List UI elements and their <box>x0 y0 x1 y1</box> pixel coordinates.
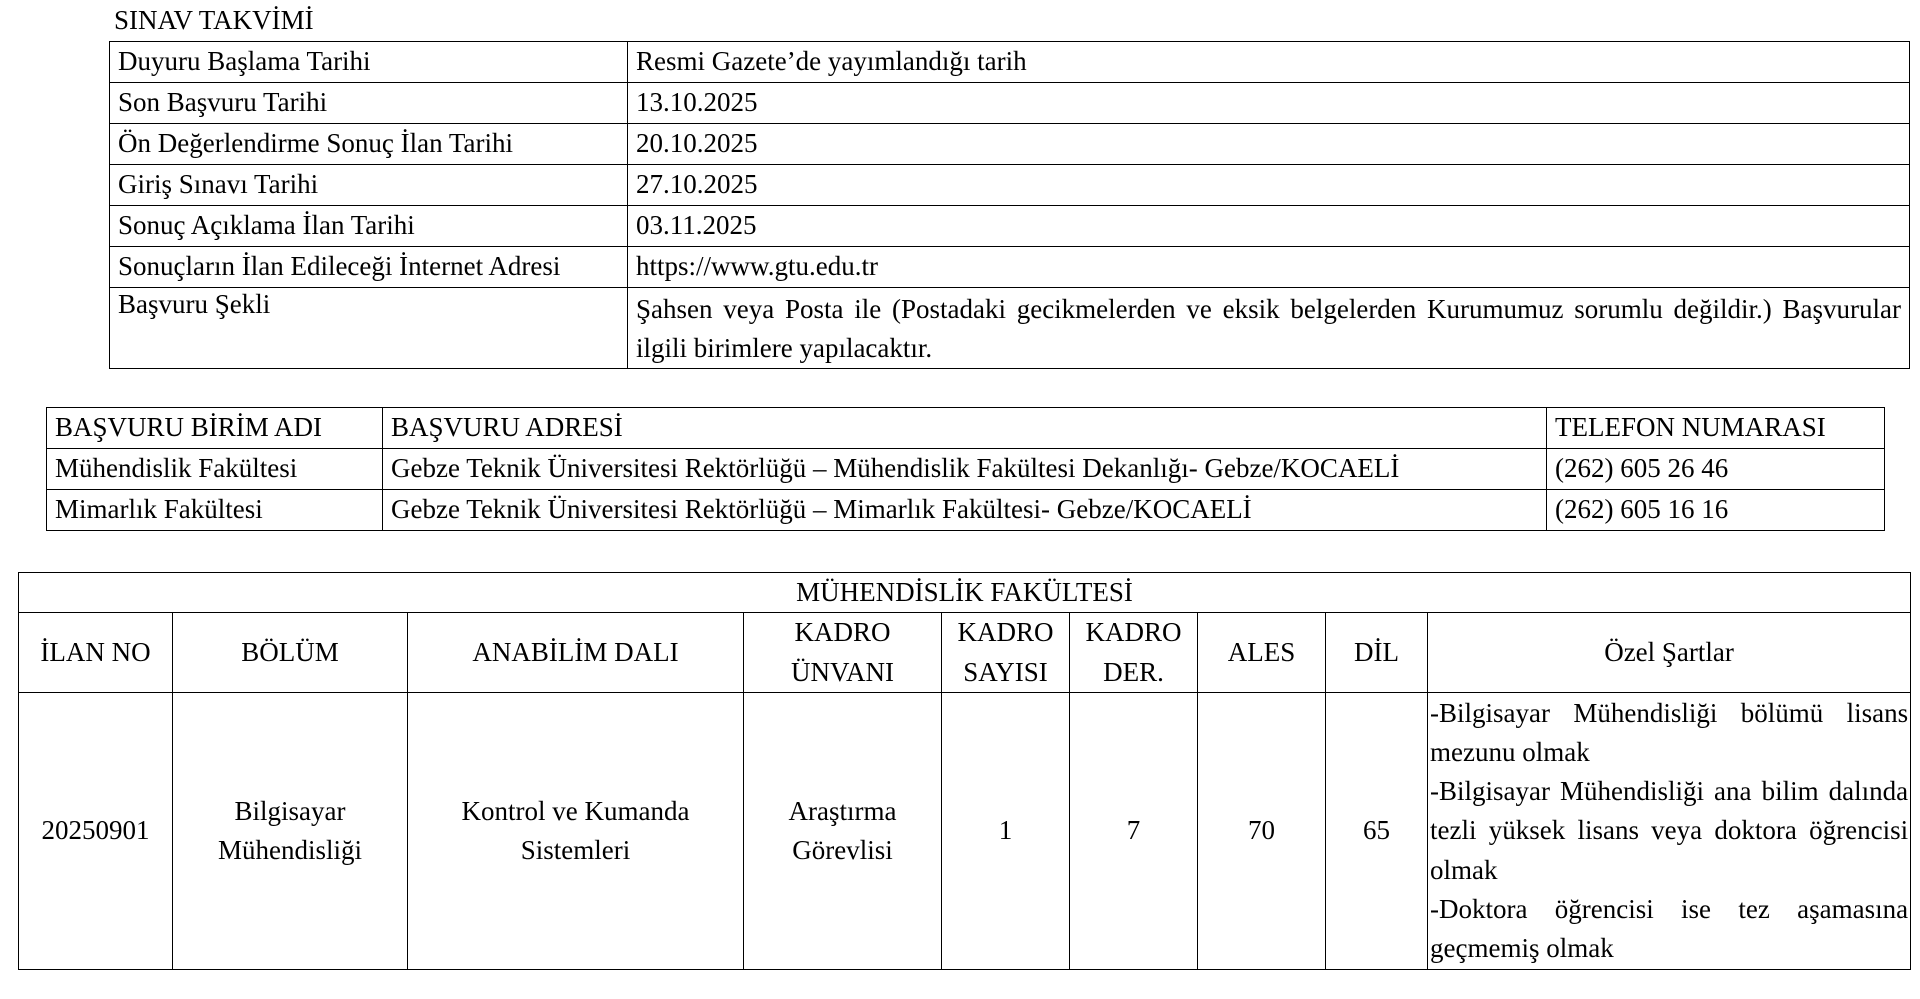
header-kadro-sayisi <box>942 613 1070 693</box>
calendar-label: Son Başvuru Tarihi <box>110 83 628 124</box>
calendar-title: SINAV TAKVİMİ <box>114 5 314 35</box>
header-kadro-der-line2: DER. <box>1103 656 1164 687</box>
calendar-label: Ön Değerlendirme Sonuç İlan Tarihi <box>110 124 628 165</box>
calendar-row <box>110 288 1910 369</box>
position-ales: 70 <box>1198 693 1326 970</box>
application-units-table <box>46 407 1885 531</box>
header-kadro-der <box>1070 613 1198 693</box>
faculty-title: MÜHENDİSLİK FAKÜLTESİ <box>19 573 1911 613</box>
position-kadro-der: 7 <box>1070 693 1198 970</box>
calendar-row <box>110 83 1910 124</box>
calendar-value: 13.10.2025 <box>628 83 1910 124</box>
position-conditions <box>1428 693 1911 970</box>
condition-item: -Doktora öğrencisi ise tez aşamasına geçmemiş olmak <box>1430 893 1909 963</box>
header-kadro-unvani <box>744 613 942 693</box>
calendar-row <box>110 42 1910 83</box>
calendar-label: Sonuç Açıklama İlan Tarihi <box>110 206 628 247</box>
positions-header-row <box>19 613 1911 693</box>
calendar-value: 27.10.2025 <box>628 165 1910 206</box>
header-kadro-sayisi-line1: KADRO <box>957 617 1054 648</box>
position-row <box>19 693 1911 970</box>
calendar-row <box>110 124 1910 165</box>
unit-address: Gebze Teknik Üniversitesi Rektörlüğü – Mühendislik Fakültesi Dekanlığı- Gebze/KOCAELİ <box>383 449 1547 490</box>
units-header-row <box>47 408 1885 449</box>
header-kadro-sayisi-line2: SAYISI <box>963 656 1048 687</box>
calendar-value: Resmi Gazete’de yayımlandığı tarih <box>628 42 1910 83</box>
position-dil: 65 <box>1326 693 1428 970</box>
calendar-label: Başvuru Şekli <box>110 288 628 369</box>
units-row <box>47 449 1885 490</box>
unit-address: Gebze Teknik Üniversitesi Rektörlüğü – Mimarlık Fakültesi- Gebze/KOCAELİ <box>383 490 1547 531</box>
position-kadro-unvani: Araştırma Görevlisi <box>744 693 942 970</box>
exam-calendar-table <box>109 41 1910 369</box>
unit-phone: (262) 605 26 46 <box>1547 449 1885 490</box>
calendar-row <box>110 206 1910 247</box>
position-kadro-sayisi: 1 <box>942 693 1070 970</box>
units-row <box>47 490 1885 531</box>
calendar-label: Sonuçların İlan Edileceği İnternet Adresi <box>110 247 628 288</box>
header-dil: DİL <box>1326 613 1428 693</box>
condition-item: -Bilgisayar Mühendisliği ana bilim dalında tezli yüksek lisans veya doktora öğrencisi olmak <box>1430 776 1909 885</box>
calendar-value: 03.11.2025 <box>628 206 1910 247</box>
positions-table <box>18 572 1911 970</box>
header-bolum: BÖLÜM <box>173 613 408 693</box>
calendar-value: https://www.gtu.edu.tr <box>628 247 1910 288</box>
header-kadro-unvani-line1: KADRO <box>794 617 891 648</box>
unit-name: Mimarlık Fakültesi <box>47 490 383 531</box>
condition-item: -Bilgisayar Mühendisliği bölümü lisans mezunu olmak <box>1430 698 1909 768</box>
units-header-unit: BAŞVURU BİRİM ADI <box>47 408 383 449</box>
calendar-label: Duyuru Başlama Tarihi <box>110 42 628 83</box>
calendar-row <box>110 247 1910 288</box>
header-ilan-no: İLAN NO <box>19 613 173 693</box>
unit-phone: (262) 605 16 16 <box>1547 490 1885 531</box>
header-kadro-unvani-line2: ÜNVANI <box>790 656 894 687</box>
position-ilan-no: 20250901 <box>19 693 173 970</box>
units-header-address: BAŞVURU ADRESİ <box>383 408 1547 449</box>
unit-name: Mühendislik Fakültesi <box>47 449 383 490</box>
calendar-row <box>110 165 1910 206</box>
header-kadro-der-line1: KADRO <box>1085 617 1182 648</box>
header-ales: ALES <box>1198 613 1326 693</box>
units-header-phone: TELEFON NUMARASI <box>1547 408 1885 449</box>
position-bolum: Bilgisayar Mühendisliği <box>173 693 408 970</box>
header-anabilim: ANABİLİM DALI <box>408 613 744 693</box>
header-ozel-sartlar: Özel Şartlar <box>1428 613 1911 693</box>
calendar-label: Giriş Sınavı Tarihi <box>110 165 628 206</box>
calendar-value: Şahsen veya Posta ile (Postadaki gecikmelerden ve eksik belgelerden Kurumumuz sorumlu değildir.) Başvurular ilgili birimlere yapılacaktır. <box>628 288 1910 369</box>
calendar-value: 20.10.2025 <box>628 124 1910 165</box>
faculty-title-row <box>19 573 1911 613</box>
position-anabilim: Kontrol ve Kumanda Sistemleri <box>408 693 744 970</box>
